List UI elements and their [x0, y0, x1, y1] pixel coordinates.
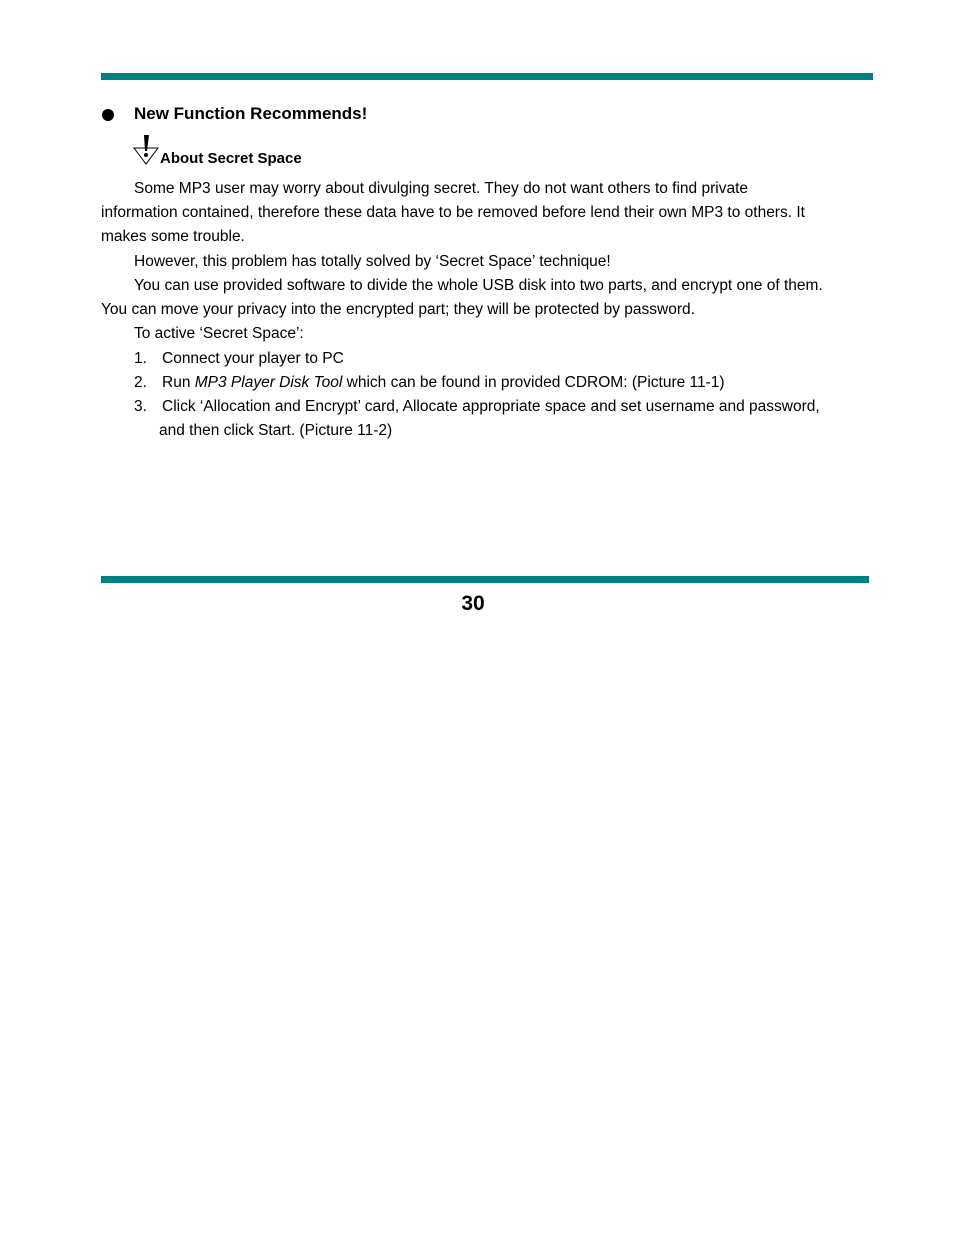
- software-name: MP3 Player Disk Tool: [194, 374, 343, 391]
- step-text: [162, 373, 725, 393]
- step-text-part: which can be found in provided CDROM: (Picture 11-1): [342, 374, 725, 391]
- section-heading: New Function Recommends!: [134, 104, 368, 123]
- page-number: 30: [461, 592, 485, 615]
- subsection-heading: About Secret Space: [160, 150, 302, 167]
- bottom-divider: [101, 576, 869, 583]
- step-text: and then click Start. (Picture 11-2): [159, 422, 393, 439]
- paragraph-line: You can use provided software to divide the whole USB disk into two parts, and encrypt one of them.: [134, 277, 823, 294]
- step-text: Connect your player to PC: [162, 350, 344, 367]
- paragraph-line: However, this problem has totally solved by ‘Secret Space’ technique!: [134, 253, 611, 270]
- step-number: 2.: [134, 374, 147, 391]
- step-number: 3.: [134, 398, 147, 415]
- step-text-part: Run: [162, 374, 195, 391]
- step-number: 1.: [134, 350, 147, 367]
- step-text: Click ‘Allocation and Encrypt’ card, Allocate appropriate space and set username and password,: [162, 398, 820, 415]
- paragraph-line: information contained, therefore these data have to be removed before lend their own MP3 to others. It: [101, 204, 805, 221]
- paragraph-line: You can move your privacy into the encrypted part; they will be protected by password.: [101, 301, 695, 318]
- bullet-icon: [102, 109, 114, 121]
- warning-triangle-icon: [133, 134, 159, 166]
- top-divider: [101, 73, 873, 80]
- paragraph-line: Some MP3 user may worry about divulging secret. They do not want others to find private: [134, 180, 748, 197]
- paragraph-line: makes some trouble.: [101, 228, 245, 245]
- paragraph-line: To active ‘Secret Space’:: [134, 325, 304, 342]
